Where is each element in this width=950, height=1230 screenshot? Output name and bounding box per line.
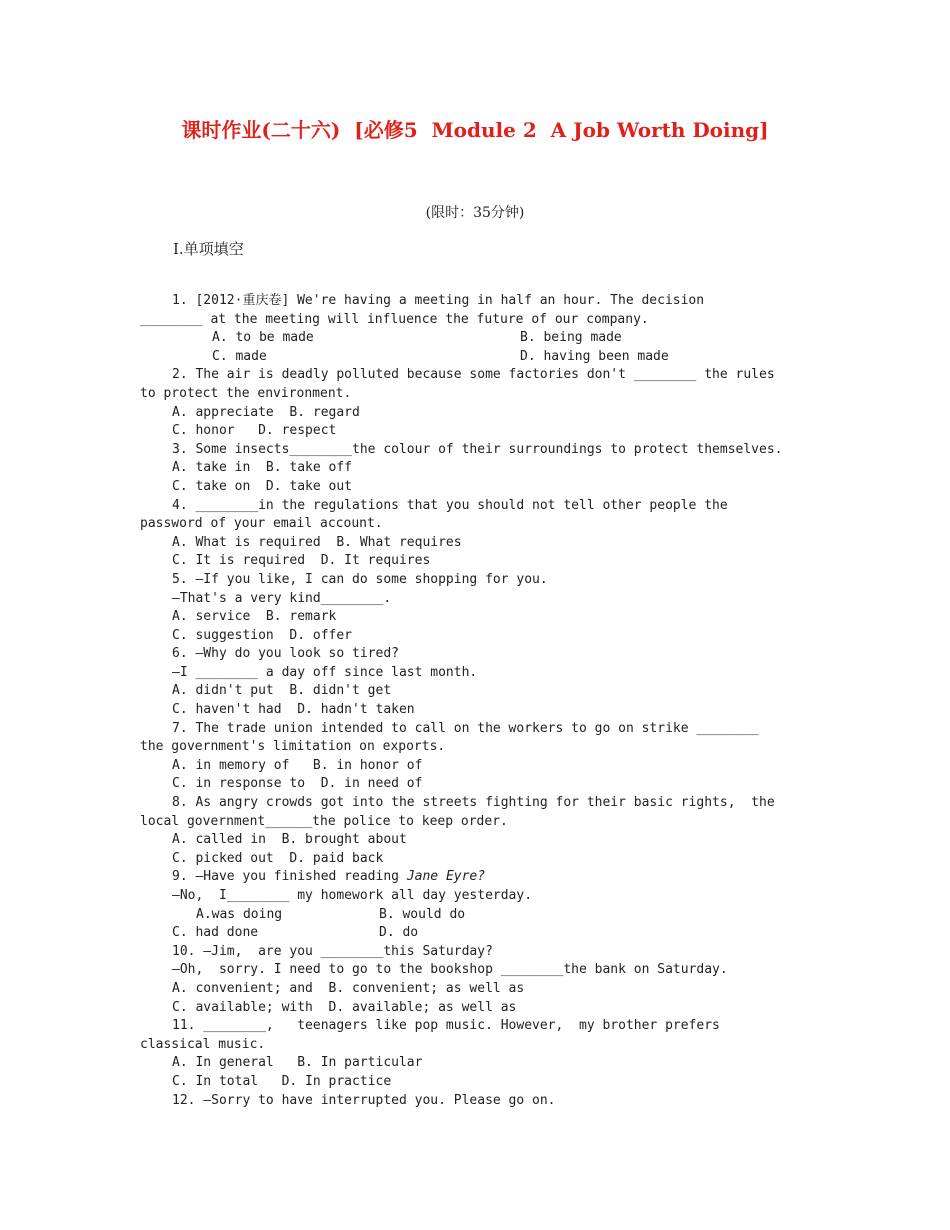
q2-options-row2: C. honor D. respect <box>172 423 337 439</box>
q1-stem: 1. [2012·重庆卷] We're having a meeting in half an hour. The decision <box>172 293 705 308</box>
q4-stem: 4. ________in the regulations that you should not tell other people the <box>172 497 728 513</box>
q2-options-row1: A. appreciate B. regard <box>172 404 360 420</box>
section-heading: Ⅰ.单项填空 <box>173 240 244 258</box>
q2-stem: 2. The air is deadly polluted because some factories don't ________ the rules <box>172 367 775 383</box>
q10-stem-cont: —Oh, sorry. I need to go to the bookshop ________the bank on Saturday. <box>172 962 728 978</box>
q1-option-b: B. being made <box>520 330 622 346</box>
q5-stem-cont: —That's a very kind________. <box>172 590 392 606</box>
q11-stem: 11. ________, teenagers like pop music. However, my brother prefers <box>172 1018 720 1034</box>
q11-stem-cont: classical music. <box>140 1036 266 1052</box>
q1-option-c: C. made <box>212 348 267 364</box>
q7-stem: 7. The trade union intended to call on the workers to go on strike ________ <box>172 720 759 736</box>
q4-stem-cont: password of your email account. <box>140 516 383 532</box>
q11-options-row1: A. In general B. In particular <box>172 1055 423 1071</box>
q6-options-row2: C. haven't had D. hadn't taken <box>172 702 415 718</box>
time-limit: (限时：35分钟) <box>425 205 525 221</box>
page-title: 课时作业(二十六) [必修5 Module 2 A Job Worth Doing] <box>181 118 769 142</box>
q1-options-row2 <box>140 348 820 367</box>
q3-options-row1: A. take in B. take off <box>172 460 353 476</box>
q5-options-row2: C. suggestion D. offer <box>172 627 353 643</box>
q9-options-row2 <box>140 924 820 943</box>
q5-options-row1: A. service B. remark <box>172 609 337 625</box>
q9-option-c: C. had done <box>172 925 259 941</box>
q10-options-row2: C. available; with D. available; as well as <box>172 999 517 1015</box>
q5-stem: 5. —If you like, I can do some shopping for you. <box>172 571 548 587</box>
q6-stem: 6. —Why do you look so tired? <box>172 646 399 662</box>
q10-stem: 10. —Jim, are you ________this Saturday? <box>172 943 493 959</box>
q8-options-row1: A. called in B. brought about <box>172 832 407 848</box>
q9-stem-cont: —No, I________ my homework all day yesterday. <box>172 888 533 903</box>
q3-options-row2: C. take on D. take out <box>172 478 353 494</box>
q4-options-row2: C. It is required D. It requires <box>172 553 431 569</box>
q9-option-d: D. do <box>379 925 419 941</box>
q6-options-row1: A. didn't put B. didn't get <box>172 683 392 699</box>
q8-stem: 8. As angry crowds got into the streets fighting for their basic rights, the <box>172 795 775 811</box>
q9-stem-text: 9. —Have you finished reading <box>172 869 407 885</box>
question-list <box>140 292 820 1110</box>
q7-stem-cont: the government's limitation on exports. <box>140 739 446 755</box>
q9-stem <box>140 868 820 887</box>
q8-stem-cont: local government______the police to keep order. <box>140 813 508 829</box>
q8-options-row2: C. picked out D. paid back <box>172 850 384 866</box>
q1-option-a: A. to be made <box>212 330 314 346</box>
q9-book-title: Jane Eyre? <box>406 869 486 885</box>
q9-option-b: B. would do <box>379 906 466 922</box>
q1-stem-cont: ________ at the meeting will influence the future of our company. <box>140 311 649 327</box>
q7-options-row1: A. in memory of B. in honor of <box>172 757 423 773</box>
q3-stem: 3. Some insects________the colour of their surroundings to protect themselves. <box>172 441 783 457</box>
q1-options-row1 <box>140 329 820 348</box>
q9-option-a: A.was doing <box>196 906 283 922</box>
q2-stem-cont: to protect the environment. <box>140 385 352 401</box>
q10-options-row1: A. convenient; and B. convenient; as well as <box>172 980 525 996</box>
q12-stem: 12. —Sorry to have interrupted you. Please go on. <box>172 1092 556 1108</box>
q1-option-d: D. having been made <box>520 348 669 364</box>
q11-options-row2: C. In total D. In practice <box>172 1073 392 1089</box>
q4-options-row1: A. What is required B. What requires <box>172 534 462 550</box>
q7-options-row2: C. in response to D. in need of <box>172 776 423 792</box>
q9-options-row1 <box>140 906 820 925</box>
q6-stem-cont: —I ________ a day off since last month. <box>172 664 478 680</box>
